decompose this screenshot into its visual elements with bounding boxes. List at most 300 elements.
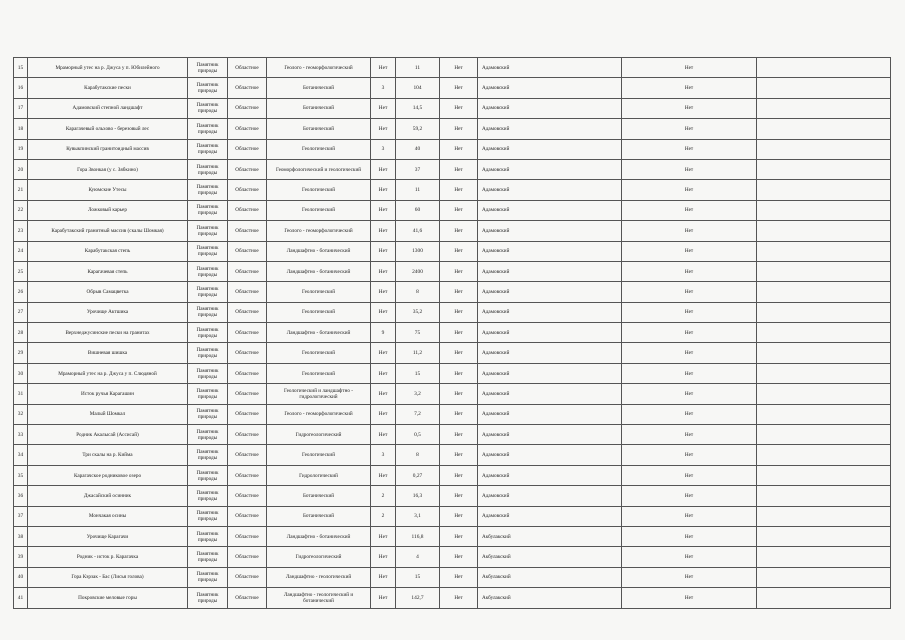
object-profile: Геолого - геоморфологический bbox=[267, 58, 371, 78]
row-number: 15 bbox=[14, 58, 28, 78]
buffer-zone: Нет bbox=[440, 404, 478, 424]
object-category: Памятник природы bbox=[188, 465, 228, 485]
cluster-count: Нет bbox=[371, 526, 396, 546]
object-profile: Ботанический bbox=[267, 486, 371, 506]
empty-cell bbox=[757, 261, 891, 281]
district-name: Адамовский bbox=[478, 302, 622, 322]
row-number: 17 bbox=[14, 98, 28, 118]
table-row bbox=[14, 363, 891, 383]
object-significance: Областное bbox=[228, 486, 267, 506]
district-name: Адамовский bbox=[478, 323, 622, 343]
object-profile: Геологический bbox=[267, 139, 371, 159]
object-name: Карабутакские пески bbox=[28, 78, 188, 98]
status-value: Нет bbox=[622, 526, 757, 546]
row-number: 34 bbox=[14, 445, 28, 465]
status-value: Нет bbox=[622, 302, 757, 322]
table-row bbox=[14, 119, 891, 139]
object-profile: Геологический bbox=[267, 180, 371, 200]
district-name: Адамовский bbox=[478, 241, 622, 261]
object-significance: Областное bbox=[228, 221, 267, 241]
district-name: Адамовский bbox=[478, 384, 622, 404]
object-name: Карагачевая степь bbox=[28, 261, 188, 281]
row-number: 25 bbox=[14, 261, 28, 281]
object-profile: Геологический bbox=[267, 363, 371, 383]
area-value: 116,8 bbox=[396, 526, 440, 546]
object-profile: Геолого - геоморфологический bbox=[267, 404, 371, 424]
table-row bbox=[14, 343, 891, 363]
district-name: Адамовский bbox=[478, 404, 622, 424]
table-row bbox=[14, 159, 891, 179]
object-profile: Ландшафтно - ботанический bbox=[267, 261, 371, 281]
district-name: Адамовский bbox=[478, 445, 622, 465]
object-significance: Областное bbox=[228, 567, 267, 587]
table-row bbox=[14, 241, 891, 261]
area-value: 60 bbox=[396, 200, 440, 220]
district-name: Адамовский bbox=[478, 180, 622, 200]
empty-cell bbox=[757, 323, 891, 343]
area-value: 0,5 bbox=[396, 425, 440, 445]
table-row bbox=[14, 567, 891, 587]
status-value: Нет bbox=[622, 241, 757, 261]
empty-cell bbox=[757, 58, 891, 78]
area-value: 15 bbox=[396, 363, 440, 383]
buffer-zone: Нет bbox=[440, 241, 478, 261]
area-value: 8 bbox=[396, 282, 440, 302]
row-number: 19 bbox=[14, 139, 28, 159]
empty-cell bbox=[757, 302, 891, 322]
table-row bbox=[14, 180, 891, 200]
object-category: Памятник природы bbox=[188, 588, 228, 608]
status-value: Нет bbox=[622, 384, 757, 404]
table-row bbox=[14, 547, 891, 567]
status-value: Нет bbox=[622, 404, 757, 424]
district-name: Адамовский bbox=[478, 159, 622, 179]
district-name: Адамовский bbox=[478, 343, 622, 363]
district-name: Адамовский bbox=[478, 261, 622, 281]
area-value: 104 bbox=[396, 78, 440, 98]
status-value: Нет bbox=[622, 78, 757, 98]
buffer-zone: Нет bbox=[440, 323, 478, 343]
status-value: Нет bbox=[622, 567, 757, 587]
row-number: 23 bbox=[14, 221, 28, 241]
cluster-count: Нет bbox=[371, 159, 396, 179]
object-profile: Геологический и ландшафтно - гидрологический bbox=[267, 384, 371, 404]
table-row bbox=[14, 425, 891, 445]
district-name: Акбулакский bbox=[478, 588, 622, 608]
cluster-count: 3 bbox=[371, 78, 396, 98]
object-category: Памятник природы bbox=[188, 159, 228, 179]
cluster-count: Нет bbox=[371, 384, 396, 404]
object-name: Три скалы на р. Кийма bbox=[28, 445, 188, 465]
object-significance: Областное bbox=[228, 78, 267, 98]
row-number: 31 bbox=[14, 384, 28, 404]
empty-cell bbox=[757, 363, 891, 383]
cluster-count: Нет bbox=[371, 343, 396, 363]
area-value: 40 bbox=[396, 139, 440, 159]
object-name: Вишневая шишка bbox=[28, 343, 188, 363]
area-value: 15 bbox=[396, 567, 440, 587]
area-value: 75 bbox=[396, 323, 440, 343]
area-value: 4 bbox=[396, 547, 440, 567]
cluster-count: Нет bbox=[371, 261, 396, 281]
row-number: 16 bbox=[14, 78, 28, 98]
area-value: 59,2 bbox=[396, 119, 440, 139]
cluster-count: Нет bbox=[371, 200, 396, 220]
buffer-zone: Нет bbox=[440, 78, 478, 98]
district-name: Адамовский bbox=[478, 221, 622, 241]
buffer-zone: Нет bbox=[440, 588, 478, 608]
status-value: Нет bbox=[622, 200, 757, 220]
empty-cell bbox=[757, 78, 891, 98]
status-value: Нет bbox=[622, 323, 757, 343]
empty-cell bbox=[757, 200, 891, 220]
table-row bbox=[14, 465, 891, 485]
cluster-count: Нет bbox=[371, 119, 396, 139]
object-name: Карабутакский гранитный массив (скалы Шомкая) bbox=[28, 221, 188, 241]
area-value: 0,27 bbox=[396, 465, 440, 485]
row-number: 39 bbox=[14, 547, 28, 567]
object-profile: Ботанический bbox=[267, 506, 371, 526]
cluster-count: 2 bbox=[371, 486, 396, 506]
object-profile: Ландшафтно - ботанический bbox=[267, 241, 371, 261]
empty-cell bbox=[757, 465, 891, 485]
object-significance: Областное bbox=[228, 282, 267, 302]
object-category: Памятник природы bbox=[188, 425, 228, 445]
buffer-zone: Нет bbox=[440, 58, 478, 78]
buffer-zone: Нет bbox=[440, 384, 478, 404]
object-profile: Гидрологический bbox=[267, 465, 371, 485]
table-row bbox=[14, 384, 891, 404]
table-row bbox=[14, 445, 891, 465]
empty-cell bbox=[757, 384, 891, 404]
status-value: Нет bbox=[622, 588, 757, 608]
object-significance: Областное bbox=[228, 139, 267, 159]
object-significance: Областное bbox=[228, 302, 267, 322]
cluster-count: Нет bbox=[371, 465, 396, 485]
object-category: Памятник природы bbox=[188, 323, 228, 343]
cluster-count: Нет bbox=[371, 282, 396, 302]
object-category: Памятник природы bbox=[188, 119, 228, 139]
empty-cell bbox=[757, 241, 891, 261]
object-profile: Геоморфологический и геологический bbox=[267, 159, 371, 179]
object-category: Памятник природы bbox=[188, 241, 228, 261]
empty-cell bbox=[757, 425, 891, 445]
buffer-zone: Нет bbox=[440, 221, 478, 241]
object-name: Обрыв Самацветка bbox=[28, 282, 188, 302]
object-significance: Областное bbox=[228, 445, 267, 465]
object-name: Урочище Актшика bbox=[28, 302, 188, 322]
table-row bbox=[14, 588, 891, 608]
object-significance: Областное bbox=[228, 506, 267, 526]
cluster-count: 2 bbox=[371, 506, 396, 526]
object-name: Адамовский степной ландшафт bbox=[28, 98, 188, 118]
object-significance: Областное bbox=[228, 261, 267, 281]
empty-cell bbox=[757, 221, 891, 241]
object-significance: Областное bbox=[228, 323, 267, 343]
status-value: Нет bbox=[622, 261, 757, 281]
table-row bbox=[14, 98, 891, 118]
object-name: Исток ручья Карагашин bbox=[28, 384, 188, 404]
row-number: 24 bbox=[14, 241, 28, 261]
table-row bbox=[14, 282, 891, 302]
object-category: Памятник природы bbox=[188, 200, 228, 220]
object-name: Верхнеджусинские пески на гранитах bbox=[28, 323, 188, 343]
object-category: Памятник природы bbox=[188, 78, 228, 98]
object-significance: Областное bbox=[228, 404, 267, 424]
object-profile: Геологический bbox=[267, 200, 371, 220]
object-profile: Ботанический bbox=[267, 119, 371, 139]
empty-cell bbox=[757, 404, 891, 424]
object-profile: Геологический bbox=[267, 445, 371, 465]
object-name: Гора Звонкая (у с. Зябкино) bbox=[28, 159, 188, 179]
status-value: Нет bbox=[622, 221, 757, 241]
district-name: Адамовский bbox=[478, 200, 622, 220]
status-value: Нет bbox=[622, 465, 757, 485]
cluster-count: Нет bbox=[371, 547, 396, 567]
area-value: 35,2 bbox=[396, 302, 440, 322]
object-category: Памятник природы bbox=[188, 363, 228, 383]
area-value: 2400 bbox=[396, 261, 440, 281]
table-row bbox=[14, 526, 891, 546]
district-name: Адамовский bbox=[478, 139, 622, 159]
object-profile: Геологический bbox=[267, 302, 371, 322]
object-name: Гора Кэрзак - Бас (Лисья голова) bbox=[28, 567, 188, 587]
object-category: Памятник природы bbox=[188, 98, 228, 118]
status-value: Нет bbox=[622, 282, 757, 302]
object-name: Мраморный утес на р. Джуса у п. Слюдяной bbox=[28, 363, 188, 383]
object-profile: Гидрогеологический bbox=[267, 425, 371, 445]
district-name: Акбулакский bbox=[478, 526, 622, 546]
row-number: 18 bbox=[14, 119, 28, 139]
buffer-zone: Нет bbox=[440, 363, 478, 383]
object-name: Мраморный утес на р. Джуса у п. Юбилейного bbox=[28, 58, 188, 78]
buffer-zone: Нет bbox=[440, 261, 478, 281]
buffer-zone: Нет bbox=[440, 547, 478, 567]
object-name: Ложковый карьер bbox=[28, 200, 188, 220]
object-significance: Областное bbox=[228, 547, 267, 567]
cluster-count: 9 bbox=[371, 323, 396, 343]
table-row bbox=[14, 58, 891, 78]
empty-cell bbox=[757, 159, 891, 179]
district-name: Адамовский bbox=[478, 465, 622, 485]
object-name: Родник Акалысай (Ассисай) bbox=[28, 425, 188, 445]
area-value: 37 bbox=[396, 159, 440, 179]
object-significance: Областное bbox=[228, 159, 267, 179]
cluster-count: 3 bbox=[371, 139, 396, 159]
area-value: 41,6 bbox=[396, 221, 440, 241]
district-name: Адамовский bbox=[478, 282, 622, 302]
status-value: Нет bbox=[622, 506, 757, 526]
object-significance: Областное bbox=[228, 384, 267, 404]
buffer-zone: Нет bbox=[440, 425, 478, 445]
object-significance: Областное bbox=[228, 363, 267, 383]
object-category: Памятник природы bbox=[188, 486, 228, 506]
object-significance: Областное bbox=[228, 119, 267, 139]
area-value: 1300 bbox=[396, 241, 440, 261]
object-name: Кувыкпинский гранитоидный массив bbox=[28, 139, 188, 159]
table-row bbox=[14, 506, 891, 526]
district-name: Адамовский bbox=[478, 363, 622, 383]
object-significance: Областное bbox=[228, 425, 267, 445]
status-value: Нет bbox=[622, 425, 757, 445]
object-profile: Геологический bbox=[267, 343, 371, 363]
cluster-count: Нет bbox=[371, 567, 396, 587]
object-profile: Ландшафтно - ботанический bbox=[267, 526, 371, 546]
object-category: Памятник природы bbox=[188, 506, 228, 526]
buffer-zone: Нет bbox=[440, 343, 478, 363]
district-name: Адамовский bbox=[478, 58, 622, 78]
object-name: Джасайский осинник bbox=[28, 486, 188, 506]
protected-areas-table bbox=[13, 57, 891, 609]
row-number: 41 bbox=[14, 588, 28, 608]
object-category: Памятник природы bbox=[188, 404, 228, 424]
table-row bbox=[14, 404, 891, 424]
status-value: Нет bbox=[622, 119, 757, 139]
buffer-zone: Нет bbox=[440, 282, 478, 302]
cluster-count: Нет bbox=[371, 302, 396, 322]
row-number: 32 bbox=[14, 404, 28, 424]
cluster-count: Нет bbox=[371, 425, 396, 445]
object-category: Памятник природы bbox=[188, 221, 228, 241]
object-name: Малый Шомкал bbox=[28, 404, 188, 424]
object-name: Куюмские Утесы bbox=[28, 180, 188, 200]
table-row bbox=[14, 221, 891, 241]
object-significance: Областное bbox=[228, 180, 267, 200]
buffer-zone: Нет bbox=[440, 302, 478, 322]
status-value: Нет bbox=[622, 139, 757, 159]
object-category: Памятник природы bbox=[188, 139, 228, 159]
row-number: 40 bbox=[14, 567, 28, 587]
row-number: 28 bbox=[14, 323, 28, 343]
object-name: Карагачское родниковое озеро bbox=[28, 465, 188, 485]
status-value: Нет bbox=[622, 58, 757, 78]
empty-cell bbox=[757, 139, 891, 159]
object-profile: Геологический bbox=[267, 282, 371, 302]
buffer-zone: Нет bbox=[440, 180, 478, 200]
area-value: 16,3 bbox=[396, 486, 440, 506]
row-number: 26 bbox=[14, 282, 28, 302]
object-profile: Ландшафтно - ботанический bbox=[267, 323, 371, 343]
district-name: Адамовский bbox=[478, 78, 622, 98]
buffer-zone: Нет bbox=[440, 506, 478, 526]
area-value: 3,1 bbox=[396, 506, 440, 526]
object-category: Памятник природы bbox=[188, 547, 228, 567]
object-significance: Областное bbox=[228, 588, 267, 608]
row-number: 33 bbox=[14, 425, 28, 445]
district-name: Акбулакский bbox=[478, 547, 622, 567]
row-number: 38 bbox=[14, 526, 28, 546]
area-value: 14,5 bbox=[396, 98, 440, 118]
empty-cell bbox=[757, 486, 891, 506]
area-value: 11 bbox=[396, 180, 440, 200]
table-row bbox=[14, 78, 891, 98]
district-name: Адамовский bbox=[478, 119, 622, 139]
cluster-count: Нет bbox=[371, 363, 396, 383]
row-number: 36 bbox=[14, 486, 28, 506]
object-category: Памятник природы bbox=[188, 384, 228, 404]
cluster-count: Нет bbox=[371, 180, 396, 200]
buffer-zone: Нет bbox=[440, 119, 478, 139]
row-number: 37 bbox=[14, 506, 28, 526]
table-row bbox=[14, 139, 891, 159]
object-profile: Ботанический bbox=[267, 78, 371, 98]
object-significance: Областное bbox=[228, 343, 267, 363]
buffer-zone: Нет bbox=[440, 98, 478, 118]
empty-cell bbox=[757, 180, 891, 200]
object-significance: Областное bbox=[228, 58, 267, 78]
object-category: Памятник природы bbox=[188, 445, 228, 465]
cluster-count: Нет bbox=[371, 241, 396, 261]
object-category: Памятник природы bbox=[188, 343, 228, 363]
object-category: Памятник природы bbox=[188, 526, 228, 546]
cluster-count: Нет bbox=[371, 98, 396, 118]
empty-cell bbox=[757, 343, 891, 363]
status-value: Нет bbox=[622, 159, 757, 179]
status-value: Нет bbox=[622, 98, 757, 118]
row-number: 30 bbox=[14, 363, 28, 383]
object-category: Памятник природы bbox=[188, 261, 228, 281]
object-category: Памятник природы bbox=[188, 567, 228, 587]
empty-cell bbox=[757, 282, 891, 302]
object-significance: Областное bbox=[228, 465, 267, 485]
area-value: 8 bbox=[396, 445, 440, 465]
object-profile: Ландшафтно - геологический bbox=[267, 567, 371, 587]
empty-cell bbox=[757, 588, 891, 608]
cluster-count: 3 bbox=[371, 445, 396, 465]
status-value: Нет bbox=[622, 445, 757, 465]
cluster-count: Нет bbox=[371, 58, 396, 78]
row-number: 27 bbox=[14, 302, 28, 322]
object-profile: Ботанический bbox=[267, 98, 371, 118]
buffer-zone: Нет bbox=[440, 567, 478, 587]
object-profile: Гидрогеологический bbox=[267, 547, 371, 567]
object-significance: Областное bbox=[228, 98, 267, 118]
status-value: Нет bbox=[622, 363, 757, 383]
row-number: 35 bbox=[14, 465, 28, 485]
area-value: 3,2 bbox=[396, 384, 440, 404]
area-value: 11,2 bbox=[396, 343, 440, 363]
buffer-zone: Нет bbox=[440, 159, 478, 179]
status-value: Нет bbox=[622, 547, 757, 567]
object-name: Мончакая осины bbox=[28, 506, 188, 526]
object-name: Урочище Карагачи bbox=[28, 526, 188, 546]
object-category: Памятник природы bbox=[188, 58, 228, 78]
area-value: 11 bbox=[396, 58, 440, 78]
buffer-zone: Нет bbox=[440, 465, 478, 485]
empty-cell bbox=[757, 506, 891, 526]
object-profile: Геолого - геоморфологический bbox=[267, 221, 371, 241]
row-number: 21 bbox=[14, 180, 28, 200]
buffer-zone: Нет bbox=[440, 139, 478, 159]
object-category: Памятник природы bbox=[188, 282, 228, 302]
empty-cell bbox=[757, 526, 891, 546]
row-number: 29 bbox=[14, 343, 28, 363]
cluster-count: Нет bbox=[371, 404, 396, 424]
district-name: Адамовский bbox=[478, 98, 622, 118]
table-row bbox=[14, 261, 891, 281]
row-number: 22 bbox=[14, 200, 28, 220]
area-value: 7,2 bbox=[396, 404, 440, 424]
status-value: Нет bbox=[622, 486, 757, 506]
buffer-zone: Нет bbox=[440, 526, 478, 546]
object-significance: Областное bbox=[228, 241, 267, 261]
status-value: Нет bbox=[622, 343, 757, 363]
empty-cell bbox=[757, 547, 891, 567]
status-value: Нет bbox=[622, 180, 757, 200]
document-sheet bbox=[13, 57, 890, 609]
district-name: Адамовский bbox=[478, 506, 622, 526]
empty-cell bbox=[757, 567, 891, 587]
